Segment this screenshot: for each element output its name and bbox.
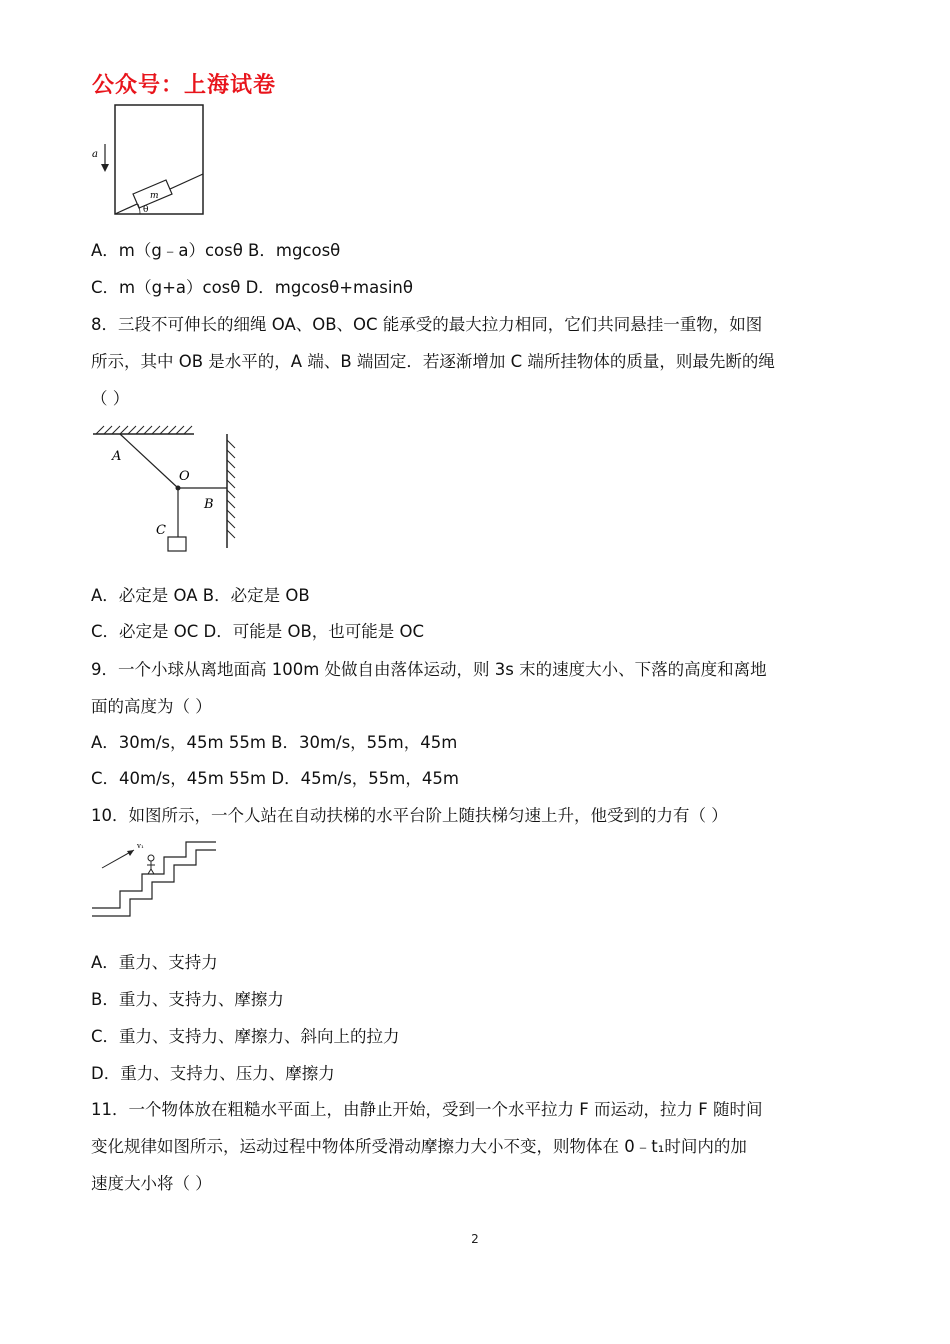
q10-option-c: C．重力、支持力、摩擦力、斜向上的拉力 (91, 1027, 400, 1046)
q8-option-line-1: A．必定是 OA B．必定是 OB (91, 586, 310, 605)
point-a-label: A (112, 449, 122, 464)
angle-label: θ (143, 205, 149, 215)
q8-option-line-2: C．必定是 OC D．可能是 OB，也可能是 OC (91, 622, 425, 641)
q11-text-line-3: 速度大小将（ ） (91, 1174, 212, 1193)
q10-option-a: A．重力、支持力 (91, 953, 218, 972)
q11-text-line-2: 变化规律如图所示，运动过程中物体所受滑动摩擦力大小不变，则物体在 0﹣t₁时间内的加 (91, 1137, 747, 1156)
person-icon (147, 855, 155, 874)
q9-text-line-1: 9．一个小球从离地面高 100m 处做自由落体运动，则 3s 末的速度大小、下落的高度和离地 (91, 660, 767, 679)
watermark-header: 公众号：上海试卷 (92, 73, 277, 98)
point-o-label: O (179, 469, 190, 484)
acceleration-label: a (92, 149, 98, 160)
q8-text-line-3: （ ） (91, 389, 130, 408)
page-number: 2 (471, 1232, 479, 1246)
mass-label: m (150, 191, 159, 201)
three-ropes-figure (90, 420, 250, 560)
q10-text-line-1: 10．如图所示，一个人站在自动扶梯的水平台阶上随扶梯匀速上升，他受到的力有（ ） (91, 806, 728, 825)
q8-text-line-1: 8．三段不可伸长的细绳 OA、OB、OC 能承受的最大拉力相同，它们共同悬挂一重物，如图 (91, 315, 763, 334)
escalator-figure (90, 838, 220, 918)
q8-text-line-2: 所示，其中 OB 是水平的，A 端、B 端固定．若逐渐增加 C 端所挂物体的质量，则最先断的绳 (91, 352, 775, 371)
q7-option-line-1: A．m（g﹣a）cosθ B．mgcosθ (91, 241, 341, 260)
q9-text-line-2: 面的高度为（ ） (91, 697, 212, 716)
q7-option-line-2: C．m（g+a）cosθ D．mgcosθ+masinθ (91, 278, 413, 297)
elevator-incline-figure (88, 104, 208, 218)
velocity-label: v₁ (137, 842, 144, 850)
q9-option-line-2: C．40m/s，45m 55m D．45m/s，55m，45m (91, 769, 459, 788)
q9-option-line-1: A．30m/s，45m 55m B．30m/s，55m，45m (91, 733, 458, 752)
q10-option-b: B．重力、支持力、摩擦力 (91, 990, 284, 1009)
point-b-label: B (204, 497, 214, 512)
point-c-label: C (156, 523, 166, 538)
q11-text-line-1: 11．一个物体放在粗糙水平面上，由静止开始，受到一个水平拉力 F 而运动，拉力 F 随时间 (91, 1100, 763, 1119)
q10-option-d: D．重力、支持力、压力、摩擦力 (91, 1064, 335, 1083)
